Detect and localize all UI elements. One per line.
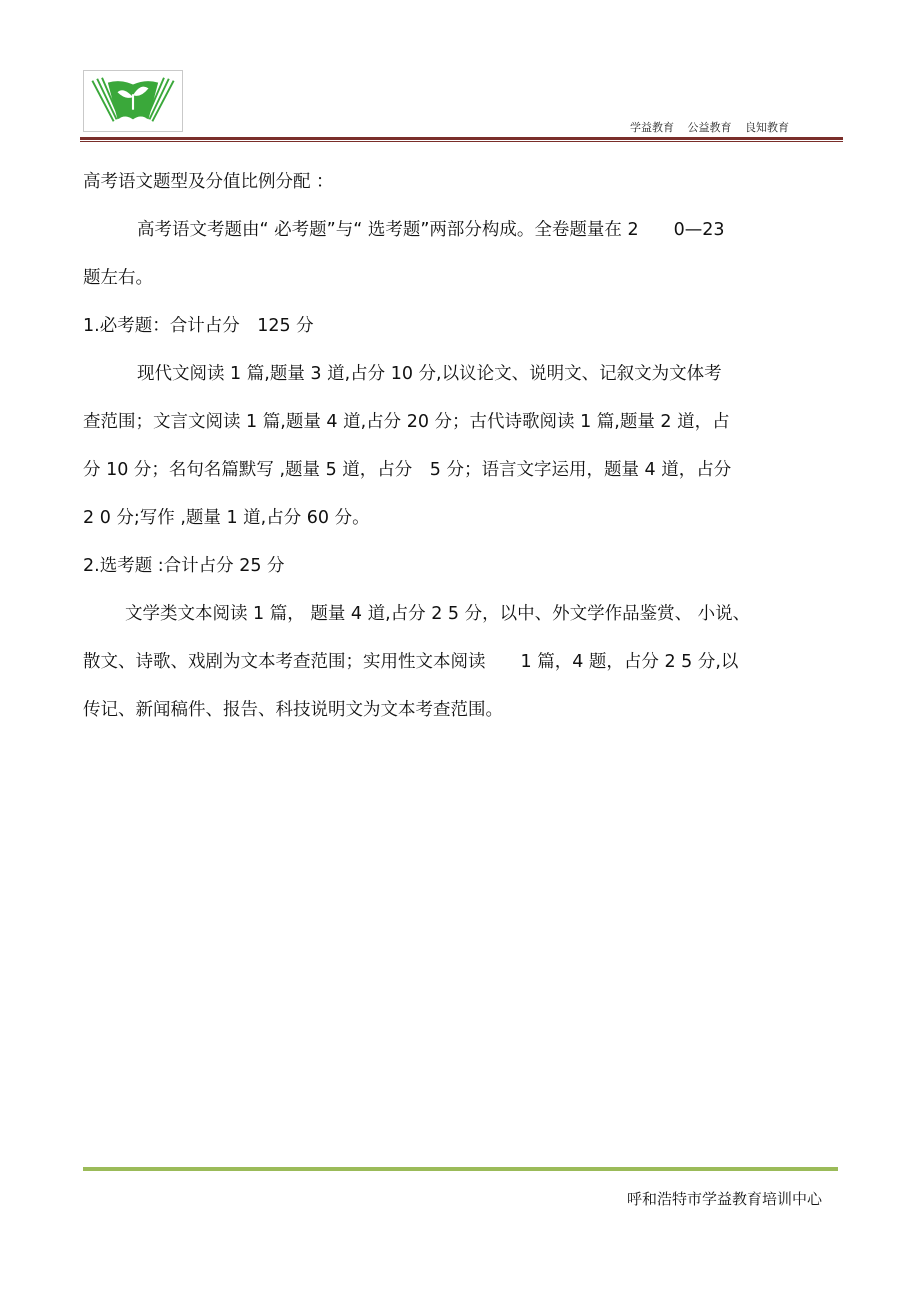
paragraph-line: 文学类文本阅读 1 篇， 题量 4 道,占分 2 5 分，以中、外文学作品鉴赏、 小说、: [125, 604, 751, 624]
header-link-gongyi: 公益教育: [687, 121, 732, 134]
paragraph-line: 2 0 分;写作 ,题量 1 道,占分 60 分。: [83, 508, 370, 528]
paragraph-line: 高考语文考题由“ 必考题”与“ 选考题”两部分构成。全卷题量在 2 0—23: [137, 220, 725, 240]
section-heading-elective: 2.选考题 :合计占分 25 分: [83, 556, 285, 576]
section-heading-required: 1.必考题：合计占分 125 分: [83, 316, 314, 336]
header-link-xueyi: 学益教育: [630, 121, 674, 134]
paragraph-line: 现代文阅读 1 篇,题量 3 道,占分 10 分,以议论文、说明文、记叙文为文体考: [137, 364, 722, 384]
paragraph-line: 题左右。: [83, 268, 153, 288]
paragraph-line: 传记、新闻稿件、报告、科技说明文为文本考查范围。: [83, 700, 503, 720]
document-body: [83, 170, 838, 746]
paragraph-line: 查范围；文言文阅读 1 篇,题量 4 道,占分 20 分；古代诗歌阅读 1 篇,题量 2 道，占: [83, 412, 730, 432]
header-rule-thin: [80, 141, 843, 142]
footer-rule: [83, 1167, 838, 1171]
document-title: 高考语文题型及分值比例分配 ：: [83, 172, 334, 192]
header-links: [630, 119, 799, 135]
logo: [83, 70, 183, 132]
footer-org-name: 呼和浩特市学益教育培训中心: [626, 1190, 822, 1208]
header-rule-thick: [80, 137, 843, 140]
header-link-liangzhi: 良知教育: [745, 121, 789, 134]
paragraph-line: 散文、诗歌、戏剧为文本考查范围；实用性文本阅读 1 篇，4 题，占分 2 5 分,以: [83, 652, 739, 672]
paragraph-line: 分 10 分；名句名篇默写 ,题量 5 道，占分 5 分；语言文字运用，题量 4 道，占分: [83, 460, 732, 480]
book-sprout-logo-icon: [84, 71, 182, 131]
